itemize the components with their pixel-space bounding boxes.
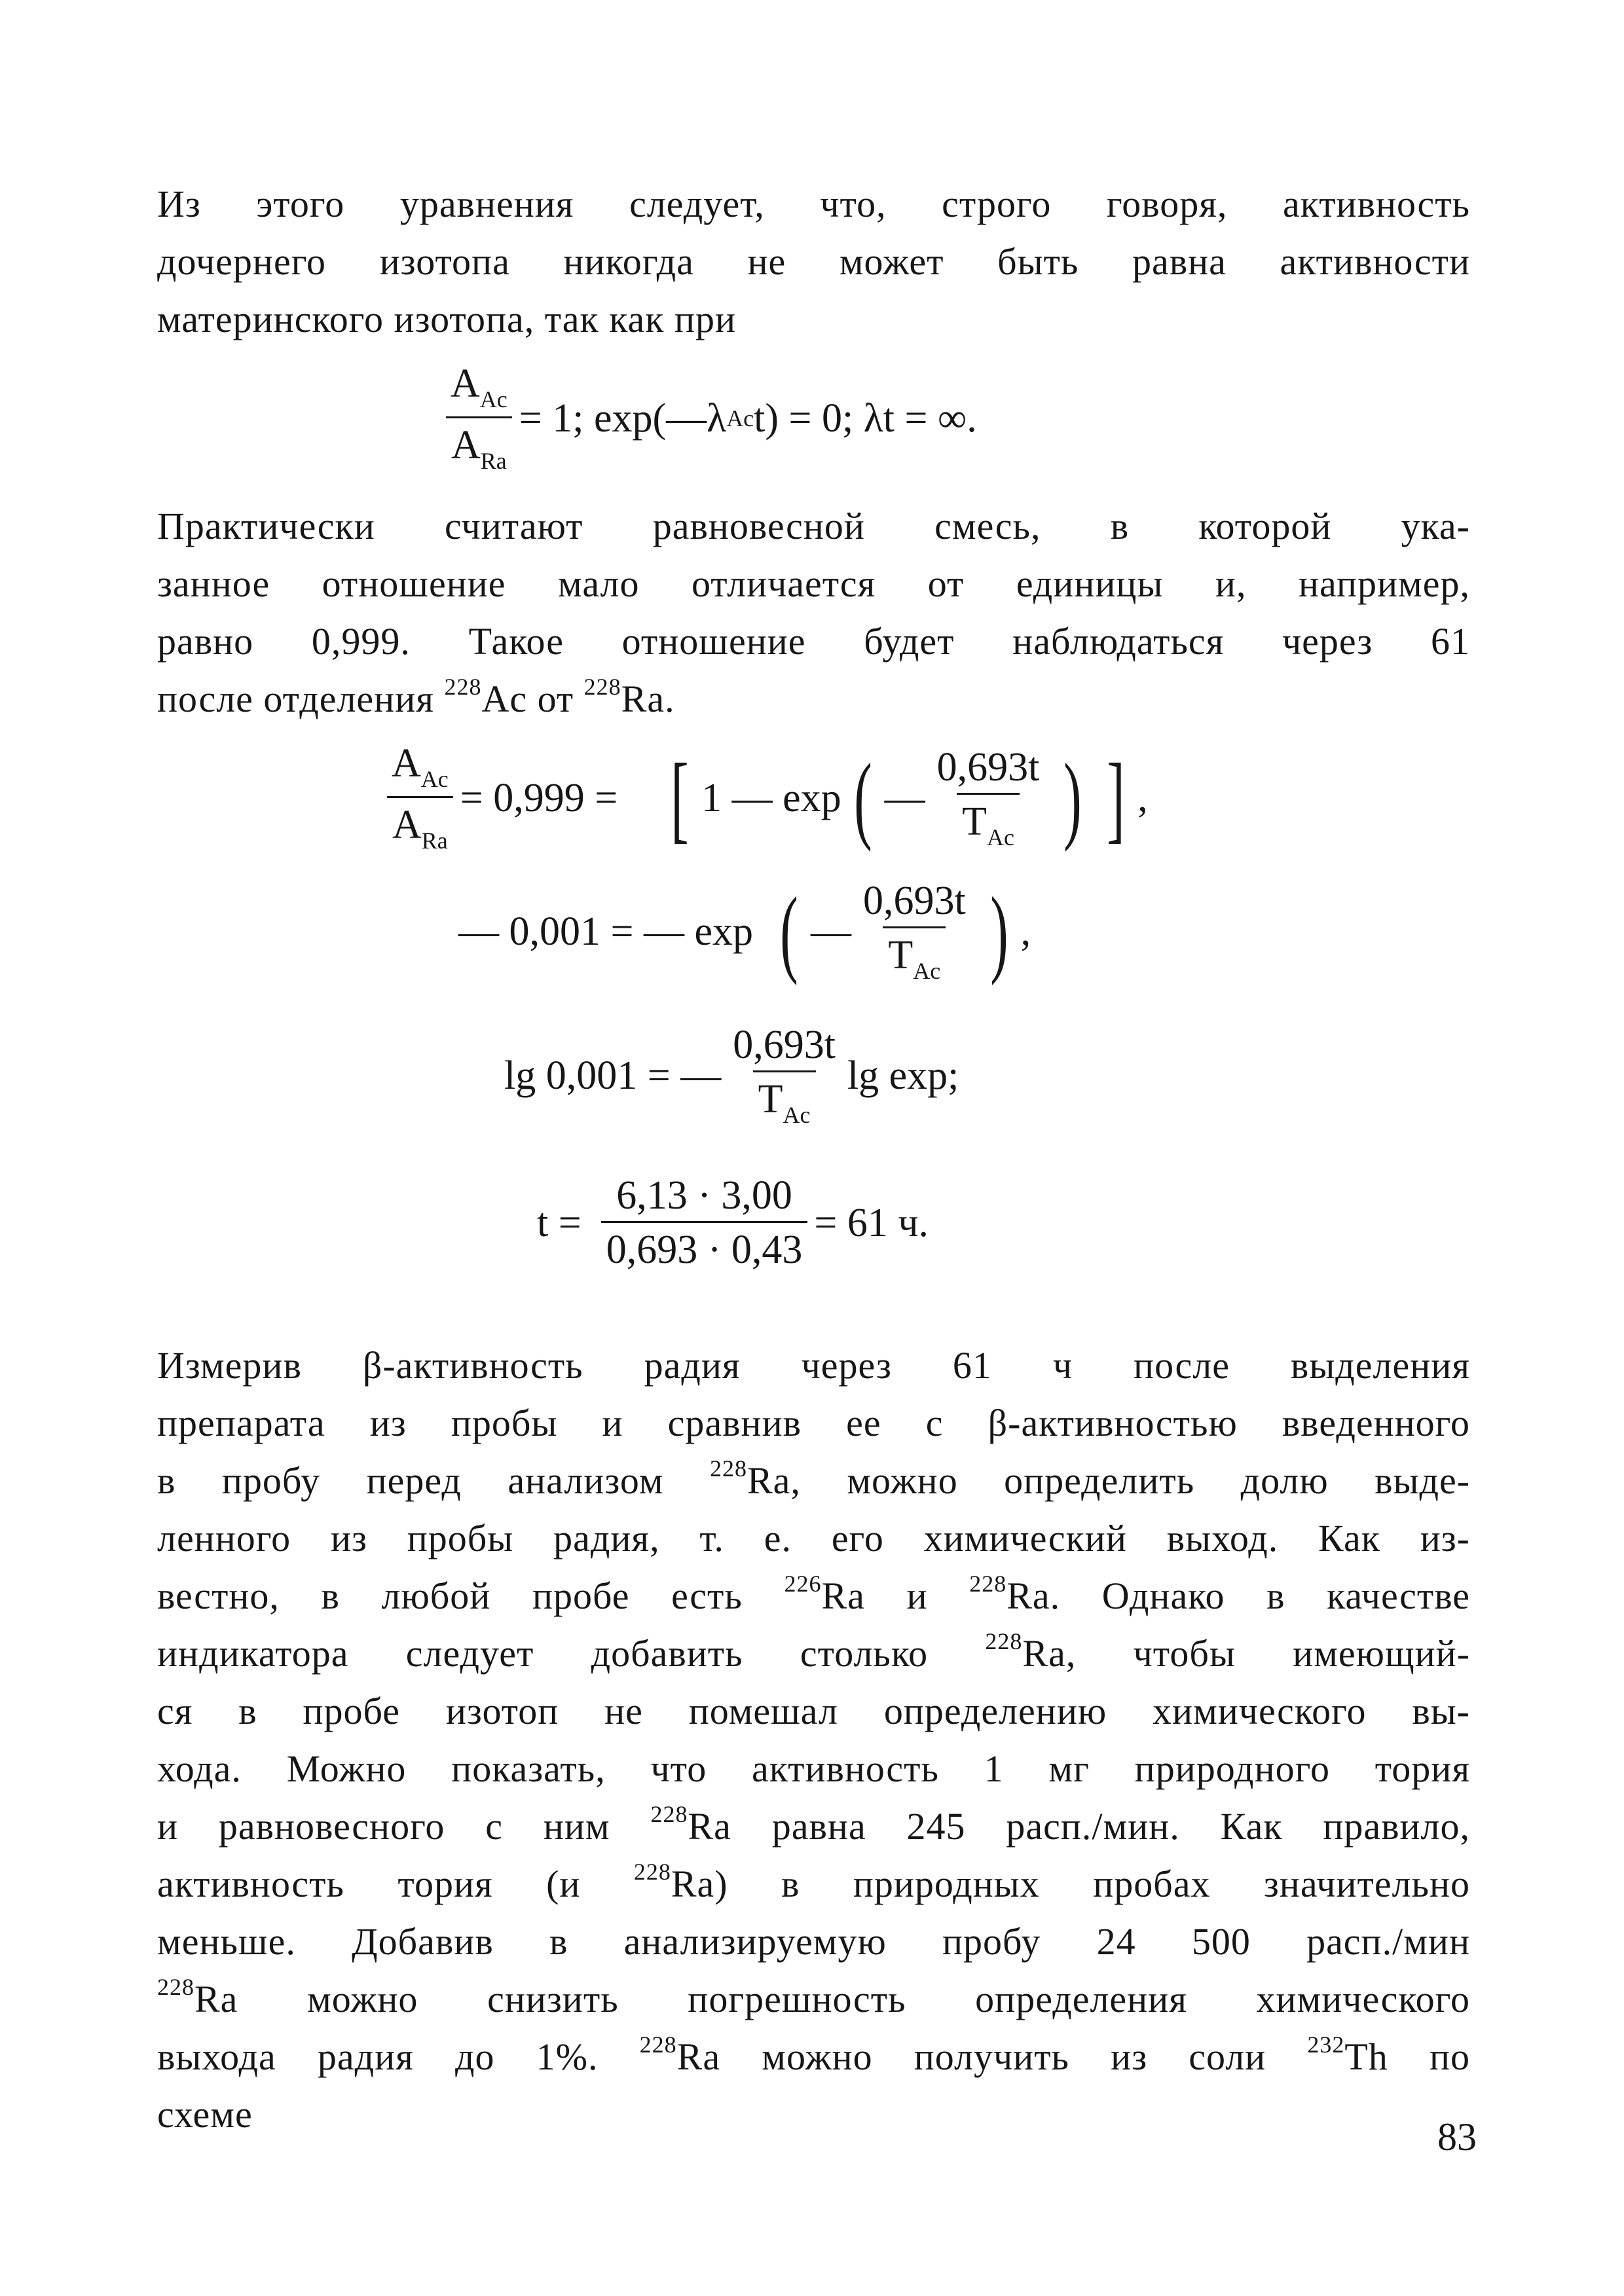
equation-step-2: — 0,001 = — exp ( — $\frac{0,693t}{T_{Ac}}$ ) , xyxy=(458,877,1031,986)
text-line: Из этого уравнения следует, что, строго говоря, активность xyxy=(157,183,1470,225)
text-line: занное отношение мало отличается от единицы и, например, xyxy=(157,562,1470,605)
equation-result: t = $\frac{6,13 \cdot 3,00}{0,693 \cdot 0,43}$ = 61 ч. xyxy=(537,1173,929,1272)
equation-equilibrium-ratio: $\frac{A_{Ac}}{A_{Ra}}$ = 0,999 = [ 1 — exp ( — $\frac{0,693t}{T_{Ac}}$ ) ] , xyxy=(380,743,1148,852)
paragraph-3 xyxy=(157,1337,1470,2143)
text-line: индикатора следует добавить столько $^{228}$Ra, чтобы имеющий- xyxy=(157,1628,1471,1675)
fraction: $\frac{A_{Ac}}{A_{Ra}}$ xyxy=(445,363,513,473)
equation-logarithm: lg 0,001 = — $\frac{0,693t}{T_{Ac}}$ lg exp; xyxy=(504,1023,959,1128)
text-line: Практически считают равновесной смесь, в которой ука- xyxy=(157,505,1470,547)
fraction: $\frac{6,13 \cdot 3,00}{0,693 \cdot 0,43}$ xyxy=(601,1175,808,1270)
page-number: 83 xyxy=(1437,2115,1477,2159)
text-line: ленного из пробы радия, т. е. его химический выход. Как из- xyxy=(157,1517,1470,1559)
text-line: вестно, в любой пробе есть $^{226}$Ra и $^{228}$Ra. Однако в качестве xyxy=(157,1571,1471,1617)
text-line: ся в пробе изотоп не помешал определению химического вы- xyxy=(157,1690,1470,1732)
text-line: $^{228}$Ra можно снизить погрешность определения химического xyxy=(157,1974,1470,2020)
text-line: материнского изотопа, так как при xyxy=(157,298,737,340)
paragraph-1 xyxy=(157,175,1470,348)
text-line: после отделения $^{228}$Ac от $^{228}$Ra. xyxy=(157,674,675,720)
text-line: меньше. Добавив в анализируемую пробу 24 500 расп./мин xyxy=(157,1920,1470,1963)
fraction: $\frac{A_{Ac}}{A_{Ra}}$ xyxy=(386,743,454,852)
text-line: препарата из пробы и сравнив ее с β-активностью введенного xyxy=(157,1402,1470,1444)
text-line: схеме xyxy=(157,2093,253,2136)
text-line: хода. Можно показать, что активность 1 мг природного тория xyxy=(157,1747,1470,1790)
text-line: равно 0,999. Такое отношение будет наблюдаться через 61 xyxy=(157,620,1470,663)
equation-ratio-limit: $\frac{A_{Ac}}{A_{Ra}}$ = 1; exp(—λ Ac t) = 0; λt = ∞. xyxy=(439,363,977,473)
paragraph-2 xyxy=(157,498,1470,728)
text-line: активность тория (и $^{228}$Ra) в природных пробах значительно xyxy=(157,1859,1471,1905)
text-line: Измерив β-активность радия через 61 ч после выделения xyxy=(157,1344,1470,1387)
text-line: дочернего изотопа никогда не может быть равна активности xyxy=(157,240,1470,283)
text-line: в пробу перед анализом $^{228}$Ra, можно определить долю выде- xyxy=(157,1455,1471,1502)
text-line: и равновесного с ним $^{228}$Ra равна 245 расп./мин. Как правило, xyxy=(157,1801,1470,1848)
fraction: $\frac{0,693t}{T_{Ac}}$ xyxy=(733,1023,836,1128)
text-line: выхода радия до 1%. $^{228}$Ra можно получить из соли $^{232}$Th по xyxy=(157,2032,1470,2078)
fraction: $\frac{0,693t}{T_{Ac}}$ xyxy=(936,744,1040,850)
fraction: $\frac{0,693t}{T_{Ac}}$ xyxy=(862,879,966,984)
